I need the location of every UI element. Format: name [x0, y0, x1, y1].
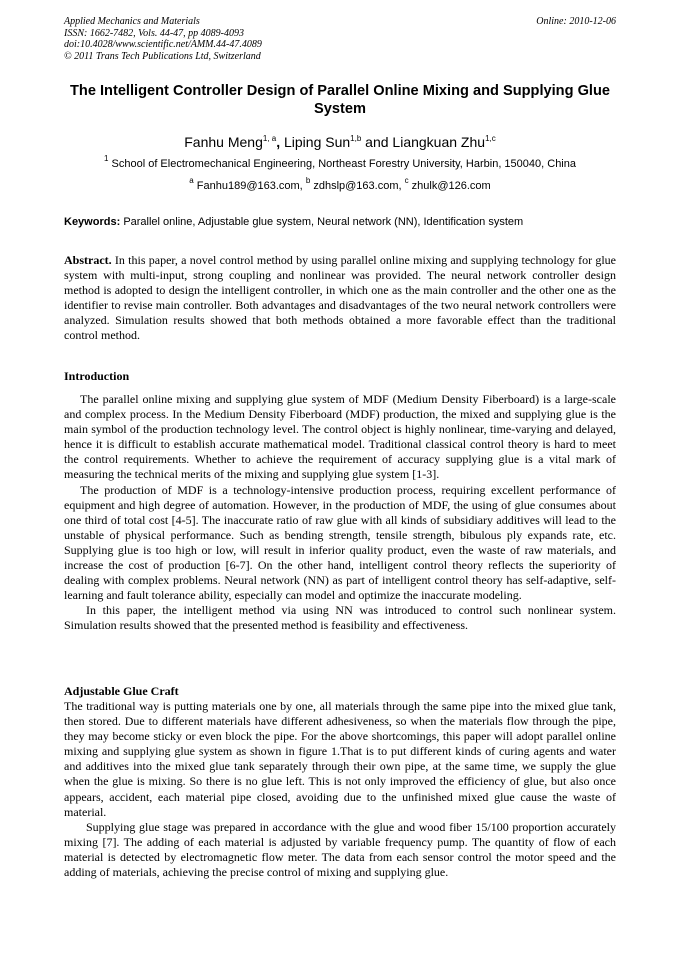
affiliation-mark: 1: [104, 154, 109, 163]
abstract-label: Abstract.: [64, 253, 112, 267]
journal-name: Applied Mechanics and Materials: [64, 16, 200, 27]
abstract-text: In this paper, a novel control method by using parallel online mixing and supplying technology for glue system with multi-input, strong coupling and nonlinear was provided. The neural network controller design method is adopted to design the intelligent controller, in which one as the main controller and the other one as the identifier to revise main controller. Both advantages and disadvantages of the two neural network controllers were analyzed. Simulation results showed that both methods obtained a more favorable effect than the traditional control method.: [64, 253, 616, 343]
email-address: zdhslp@163.com,: [313, 180, 402, 192]
affiliation: [40, 154, 640, 171]
section-heading-adjustable-glue-craft: Adjustable Glue Craft: [64, 684, 179, 698]
section-heading-introduction: Introduction: [64, 369, 130, 383]
online-date: Online: 2010-12-06: [536, 16, 616, 27]
email-address: zhulk@126.com: [411, 180, 491, 192]
keywords-label: Keywords:: [64, 216, 121, 228]
author-name: Liangkuan Zhu: [392, 134, 486, 150]
paragraph: The production of MDF is a technology-intensive production process, requiring excellent performance of equipment and high degree of automation. However, in the production of MDF, the using of glue consumes about one third of total cost [4-5]. The inaccurate ratio of raw glue with all kinds of subsidiary additives will lead to the unstable of physical performance. Such as bending strength, tensile strength, bibulous ply expands rate, etc. Supplying glue is too high or low, will result in inferior quality product, even the waste of raw materials, and increase the cost of production [6-7]. On the other hand, intelligent control theory reflects the superiority of dealing with complex problems. Neural network (NN) as part of intelligent control theory has self-adaptive, self-learning and fault tolerance ability, especially can model and optimize the inaccurate modeling.: [64, 482, 616, 603]
introduction-section: [64, 392, 616, 634]
paragraph: Supplying glue stage was prepared in accordance with the glue and wood fiber 15/100 proportion accurately mixing [7]. The adding of each material is adjusted by variable frequency pump. The quantity of flow of each material is detected by electromagnetic flow meter. The data from each sensor control the motor speed and the adding of materials, achieving the precise control of mixing and supplying glue.: [64, 819, 616, 880]
author-affiliation-mark: 1,c: [485, 134, 496, 143]
keywords: [64, 215, 616, 229]
keywords-text: Parallel online, Adjustable glue system, Neural network (NN), Identification system: [123, 216, 524, 228]
email-mark: a: [189, 176, 194, 185]
paragraph: In this paper, the intelligent method via using NN was introduced to control such nonlinear system. Simulation results showed that the presented method is feasibility and effectiveness.: [64, 603, 616, 633]
adjustable-glue-section: [64, 699, 616, 880]
paragraph: The traditional way is putting materials one by one, all materials through the same pipe into the mixed glue tank, then stored. Due to different materials have different adhesiveness, so when the materials flow through the pipe, they may become sticky or even block the pipe. For the above shortcomings, this paper will adopt parallel online mixing and supplying glue system as shown in figure 1.That is to put different kinds of curing agents and water and additives into the mixed glue tank separately through their own pipe, at the same time, we supply the glue when the glue is mixing. So there is no glue left. This is not only improved the efficiency of glue, but also once appears, accident, each material pipe closed, avoiding due to the unfinished mixed glue cause the waste of material.: [64, 699, 616, 819]
author-separator: ,: [276, 134, 281, 150]
abstract: [64, 253, 616, 344]
author-name: Fanhu Meng: [184, 134, 263, 150]
issn-line: ISSN: 1662-7482, Vols. 44-47, pp 4089-4093: [64, 27, 244, 39]
email-mark: b: [305, 176, 311, 185]
paragraph: The parallel online mixing and supplying glue system of MDF (Medium Density Fiberboard) is a large-scale and complex process. In the Medium Density Fiberboard (MDF) production, the mixed and supplying glue is the main symbol of the production technology level. The control object is highly nonlinear, time-varying and delayed, hence it is difficult to establish accurate mathematical model. Traditional classical control theory is hard to meet the control requirements. Whether to achieve the requirement of accuracy supplying glue is a vital mark of measuring the technical merits of the mixing and supplying glue system [1-3].: [64, 392, 616, 482]
journal-header: [64, 16, 616, 62]
email-address: Fanhu189@163.com,: [196, 180, 303, 192]
paper-title: The Intelligent Controller Design of Parallel Online Mixing and Supplying Glue System: [69, 83, 611, 117]
author-affiliation-mark: 1,b: [350, 134, 362, 143]
email-mark: c: [404, 176, 409, 185]
email-list: [60, 176, 620, 193]
doi-line: doi:10.4028/www.scientific.net/AMM.44-47.4089: [64, 39, 262, 50]
author-name: Liping Sun: [283, 134, 351, 150]
author-list: [60, 133, 620, 151]
copyright-line: © 2011 Trans Tech Publications Ltd, Switzerland: [64, 50, 261, 62]
author-separator: and: [365, 134, 389, 150]
author-affiliation-mark: 1, a: [262, 134, 277, 143]
affiliation-text: School of Electromechanical Engineering, Northeast Forestry University, Harbin, 150040, China: [111, 158, 576, 170]
